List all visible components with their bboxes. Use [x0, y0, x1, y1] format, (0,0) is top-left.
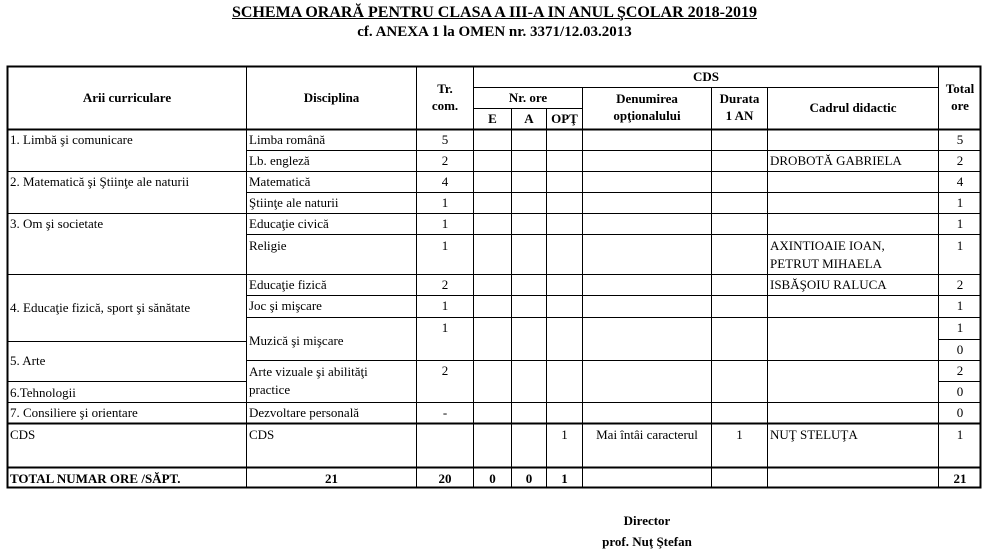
total-cell: 2 — [956, 363, 964, 378]
area-label: 6.Tehnologii — [10, 385, 76, 400]
area-label: 5. Arte — [10, 353, 46, 368]
total-cell: 0 — [956, 405, 964, 420]
teacher-cell-line2: PETRUT MIHAELA — [770, 256, 883, 271]
header-total-2: ore — [951, 98, 969, 113]
tr-com-cell: 2 — [441, 363, 449, 378]
discipline-cell: Educaţie civică — [249, 216, 329, 231]
discipline-cell-line2: practice — [249, 382, 291, 397]
discipline-cell: Muzică şi mişcare — [249, 333, 344, 348]
header-arii: Arii curriculare — [82, 90, 172, 105]
header-trcom-1: Tr. — [437, 81, 453, 96]
total-cell: 5 — [956, 132, 964, 147]
tr-com-cell: 1 — [441, 320, 449, 335]
totals-e: 0 — [489, 471, 496, 486]
total-cell: 1 — [956, 216, 964, 231]
header-opt: OPŢ — [551, 111, 578, 126]
area-label: 2. Matematică şi Ştiinţe ale naturii — [10, 174, 190, 189]
total-cell: 2 — [956, 277, 964, 292]
area-label: CDS — [10, 427, 36, 442]
area-label: 1. Limbă şi comunicare — [10, 132, 133, 147]
tr-com-cell: 2 — [441, 277, 449, 292]
optional-name-cell: Mai întâi caracterul — [596, 427, 698, 442]
teacher-cell: DROBOTĂ GABRIELA — [770, 153, 902, 168]
area-label: 3. Om şi societate — [10, 216, 104, 231]
discipline-cell: Dezvoltare personală — [249, 405, 360, 420]
discipline-cell: CDS — [249, 427, 275, 442]
total-cell: 2 — [956, 153, 964, 168]
tr-com-cell: 5 — [441, 132, 449, 147]
header-trcom-2: com. — [431, 98, 459, 113]
tr-com-cell: 4 — [441, 174, 449, 189]
header-cds: CDS — [692, 69, 719, 84]
total-cell: 1 — [956, 238, 964, 253]
document-subtitle: cf. ANEXA 1 la OMEN nr. 3371/12.03.2013 — [357, 24, 632, 40]
header-disciplina: Disciplina — [303, 90, 360, 105]
tr-com-cell: 1 — [441, 216, 449, 231]
header-denumirea-2: opţionalului — [613, 108, 681, 123]
signature-name: prof. Nuţ Ştefan — [602, 534, 692, 549]
header-e: E — [488, 111, 497, 126]
discipline-cell: Religie — [249, 238, 287, 253]
discipline-cell: Matematică — [249, 174, 311, 189]
totals-opt: 1 — [561, 471, 568, 486]
discipline-cell: Arte vizuale şi abilităţi — [249, 364, 368, 379]
totals-value: 21 — [325, 471, 338, 486]
duration-cell: 1 — [736, 427, 743, 442]
header-denumirea-1: Denumirea — [616, 91, 678, 106]
total-cell: 0 — [956, 384, 964, 399]
header-a: A — [524, 111, 534, 126]
signature-role: Director — [623, 513, 671, 528]
tr-com-cell: 1 — [441, 238, 449, 253]
discipline-cell: Lb. engleză — [249, 153, 310, 168]
totals-total: 21 — [953, 471, 967, 486]
discipline-cell: Educaţie fizică — [249, 277, 327, 292]
header-nr-ore: Nr. ore — [508, 90, 548, 105]
teacher-cell: NUŢ STELUŢA — [770, 427, 858, 442]
total-cell: 1 — [956, 427, 964, 442]
discipline-cell: Joc şi mişcare — [249, 298, 322, 313]
teacher-cell: AXINTIOAIE IOAN, — [770, 238, 885, 253]
opt-cell: 1 — [561, 427, 568, 442]
area-label: 4. Educaţie fizică, sport şi sănătate — [10, 300, 191, 315]
total-cell: 0 — [956, 342, 964, 357]
tr-com-cell: 2 — [441, 153, 449, 168]
totals-label: TOTAL NUMAR ORE /SĂPT. — [10, 471, 181, 486]
discipline-cell: Ştiinţe ale naturii — [249, 195, 339, 210]
header-total-1: Total — [945, 81, 975, 96]
total-cell: 1 — [956, 320, 964, 335]
tr-com-cell: 1 — [441, 298, 449, 313]
document-title: SCHEMA ORARĂ PENTRU CLASA A III-A IN ANUL ŞCOLAR 2018-2019 — [232, 4, 757, 21]
totals-a: 0 — [525, 471, 533, 486]
total-cell: 1 — [956, 195, 964, 210]
teacher-cell: ISBĂŞOIU RALUCA — [770, 277, 887, 292]
total-cell: 1 — [956, 298, 964, 313]
discipline-cell: Limba română — [249, 132, 326, 147]
totals-tr-com: 20 — [438, 471, 452, 486]
area-label: 7. Consiliere şi orientare — [10, 405, 138, 420]
header-durata-1: Durata — [719, 91, 760, 106]
tr-com-cell: 1 — [441, 195, 449, 210]
header-cadrul: Cadrul didactic — [809, 100, 897, 115]
total-cell: 4 — [956, 174, 964, 189]
tr-com-cell: - — [442, 405, 448, 420]
header-durata-2: 1 AN — [725, 108, 754, 123]
